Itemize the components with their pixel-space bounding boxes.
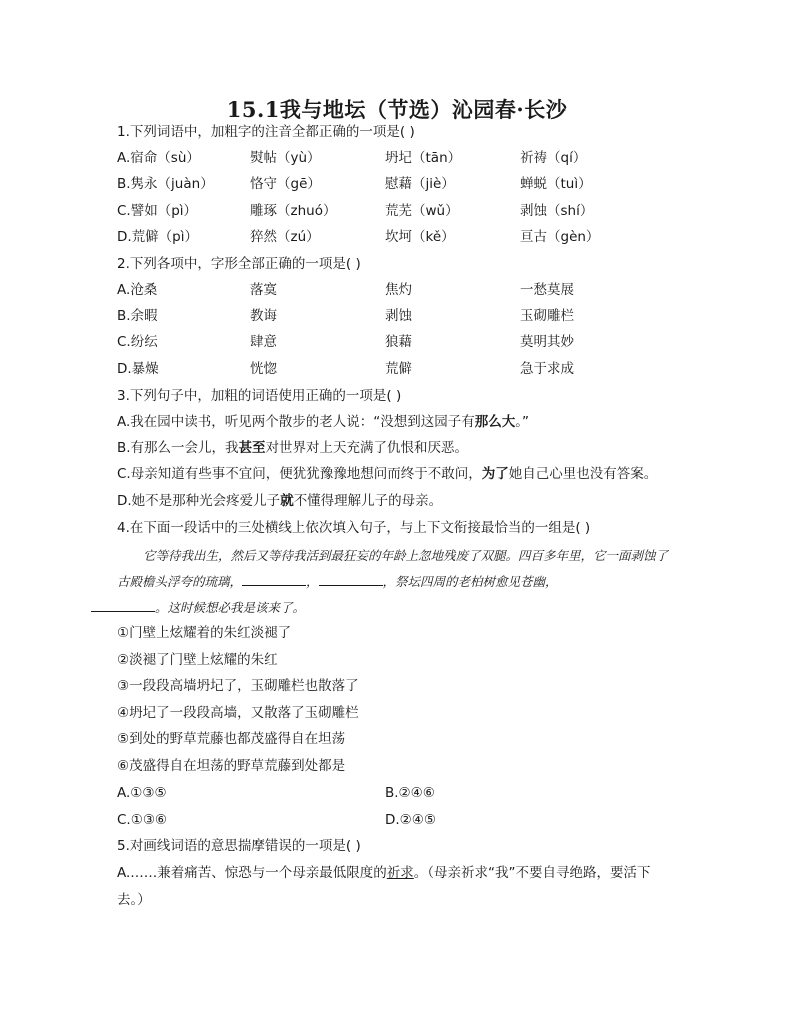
q2-option: 肆意 bbox=[250, 334, 277, 350]
q4-option-b: B.②④⑥ bbox=[385, 785, 435, 801]
q2-option: 狼藉 bbox=[385, 334, 412, 350]
q2-option: 剥蚀 bbox=[385, 308, 412, 324]
q4-option-d: D.②④⑤ bbox=[385, 812, 436, 828]
q2-option: 一愁莫展 bbox=[520, 282, 574, 298]
q4-item: ④坍圮了一段段高墙，又散落了玉砌雕栏 bbox=[117, 705, 359, 721]
q3-option-a: A.我在园中读书，听见两个散步的老人说：“没想到这园子有那么大。” bbox=[117, 414, 530, 430]
q1-option: C.譬如（pì） bbox=[117, 203, 198, 219]
q1-option: 慰藉（jiè） bbox=[385, 176, 455, 192]
q1-option: 剥蚀（shí） bbox=[520, 203, 594, 219]
q1-option: 恪守（gē） bbox=[250, 176, 321, 192]
q1-option: 坎坷（kě） bbox=[385, 229, 455, 245]
q5-option-a: A.……兼着痛苦、惊恐与一个母亲最低限度的祈求。（母亲祈求“我”不要自寻绝路，要活下 bbox=[117, 865, 651, 881]
q4-passage: 它等待我出生，然后又等待我活到最狂妄的年龄上忽地残废了双腿。四百多年里，它一面剥蚀了古殿檐头浮夸的琉璃， ， ，祭坛四周的老柏树愈见苍幽， 。这时候想必我是该来了。 bbox=[117, 543, 679, 621]
page-title: 15.1我与地坛（节选）沁园春·长沙 bbox=[226, 97, 568, 122]
q4-option-c: C.①③⑥ bbox=[117, 812, 168, 828]
q5-option-a-cont: 去。） bbox=[117, 892, 151, 908]
q4-item: ⑥茂盛得自在坦荡的野草荒藤到处都是 bbox=[117, 758, 346, 774]
q2-option: B.余暇 bbox=[117, 308, 158, 324]
q2-option: 恍惚 bbox=[250, 361, 277, 377]
q4-item: ①门壁上炫耀着的朱红淡褪了 bbox=[117, 625, 292, 641]
blank-2 bbox=[319, 572, 383, 586]
q1-option: 荒芜（wǔ） bbox=[385, 203, 459, 219]
q3-option-d: D.她不是那种光会疼爱儿子就不懂得理解儿子的母亲。 bbox=[117, 493, 443, 509]
q3-option-c: C.母亲知道有些事不宜问，便犹犹豫豫地想问而终于不敢问，为了她自己心里也没有答案。 bbox=[117, 466, 658, 482]
q4-option-a: A.①③⑤ bbox=[117, 785, 167, 801]
q2-option: D.暴燥 bbox=[117, 361, 159, 377]
question-5-stem: 5.对画线词语的意思揣摩错误的一项是( ) bbox=[117, 838, 361, 854]
q1-option: 坍圮（tān） bbox=[385, 150, 462, 166]
q1-option: 祈祷（qí） bbox=[520, 150, 587, 166]
q1-option: A.宿命（sù） bbox=[117, 150, 200, 166]
q2-option: C.纷纭 bbox=[117, 334, 158, 350]
q2-option: 荒僻 bbox=[385, 361, 412, 377]
q4-item: ⑤到处的野草荒藤也都茂盛得自在坦荡 bbox=[117, 731, 346, 747]
q2-option: 急于求成 bbox=[520, 361, 574, 377]
q4-item: ③一段段高墙坍圮了，玉砌雕栏也散落了 bbox=[117, 678, 359, 694]
question-4-stem: 4.在下面一段话中的三处横线上依次填入句子，与上下文衔接最恰当的一组是( ) bbox=[117, 520, 591, 536]
q3-option-b: B.有那么一会儿，我甚至对世界对上天充满了仇恨和厌恶。 bbox=[117, 440, 469, 456]
blank-3 bbox=[91, 598, 155, 612]
q1-option: 雕琢（zhuó） bbox=[250, 203, 337, 219]
q2-option: 焦灼 bbox=[385, 282, 412, 298]
q1-option: D.荒僻（pì） bbox=[117, 229, 199, 245]
q2-option: A.沧桑 bbox=[117, 282, 158, 298]
q1-option: B.隽永（juàn） bbox=[117, 176, 214, 192]
q1-option: 熨帖（yù） bbox=[250, 150, 321, 166]
q2-option: 落寞 bbox=[250, 282, 277, 298]
q1-option: 蝉蜕（tuì） bbox=[520, 176, 592, 192]
question-3-stem: 3.下列句子中，加粗的词语使用正确的一项是( ) bbox=[117, 388, 402, 404]
blank-1 bbox=[242, 572, 306, 586]
q2-option: 教诲 bbox=[250, 308, 277, 324]
question-1-stem: 1.下列词语中，加粗字的注音全都正确的一项是( ) bbox=[117, 124, 415, 140]
q1-option: 亘古（gèn） bbox=[520, 229, 600, 245]
q2-option: 莫明其妙 bbox=[520, 334, 574, 350]
q2-option: 玉砌雕栏 bbox=[520, 308, 574, 324]
question-2-stem: 2.下列各项中，字形全部正确的一项是( ) bbox=[117, 256, 361, 272]
q1-option: 猝然（zú） bbox=[250, 229, 320, 245]
q4-item: ②淡褪了门壁上炫耀的朱红 bbox=[117, 652, 278, 668]
